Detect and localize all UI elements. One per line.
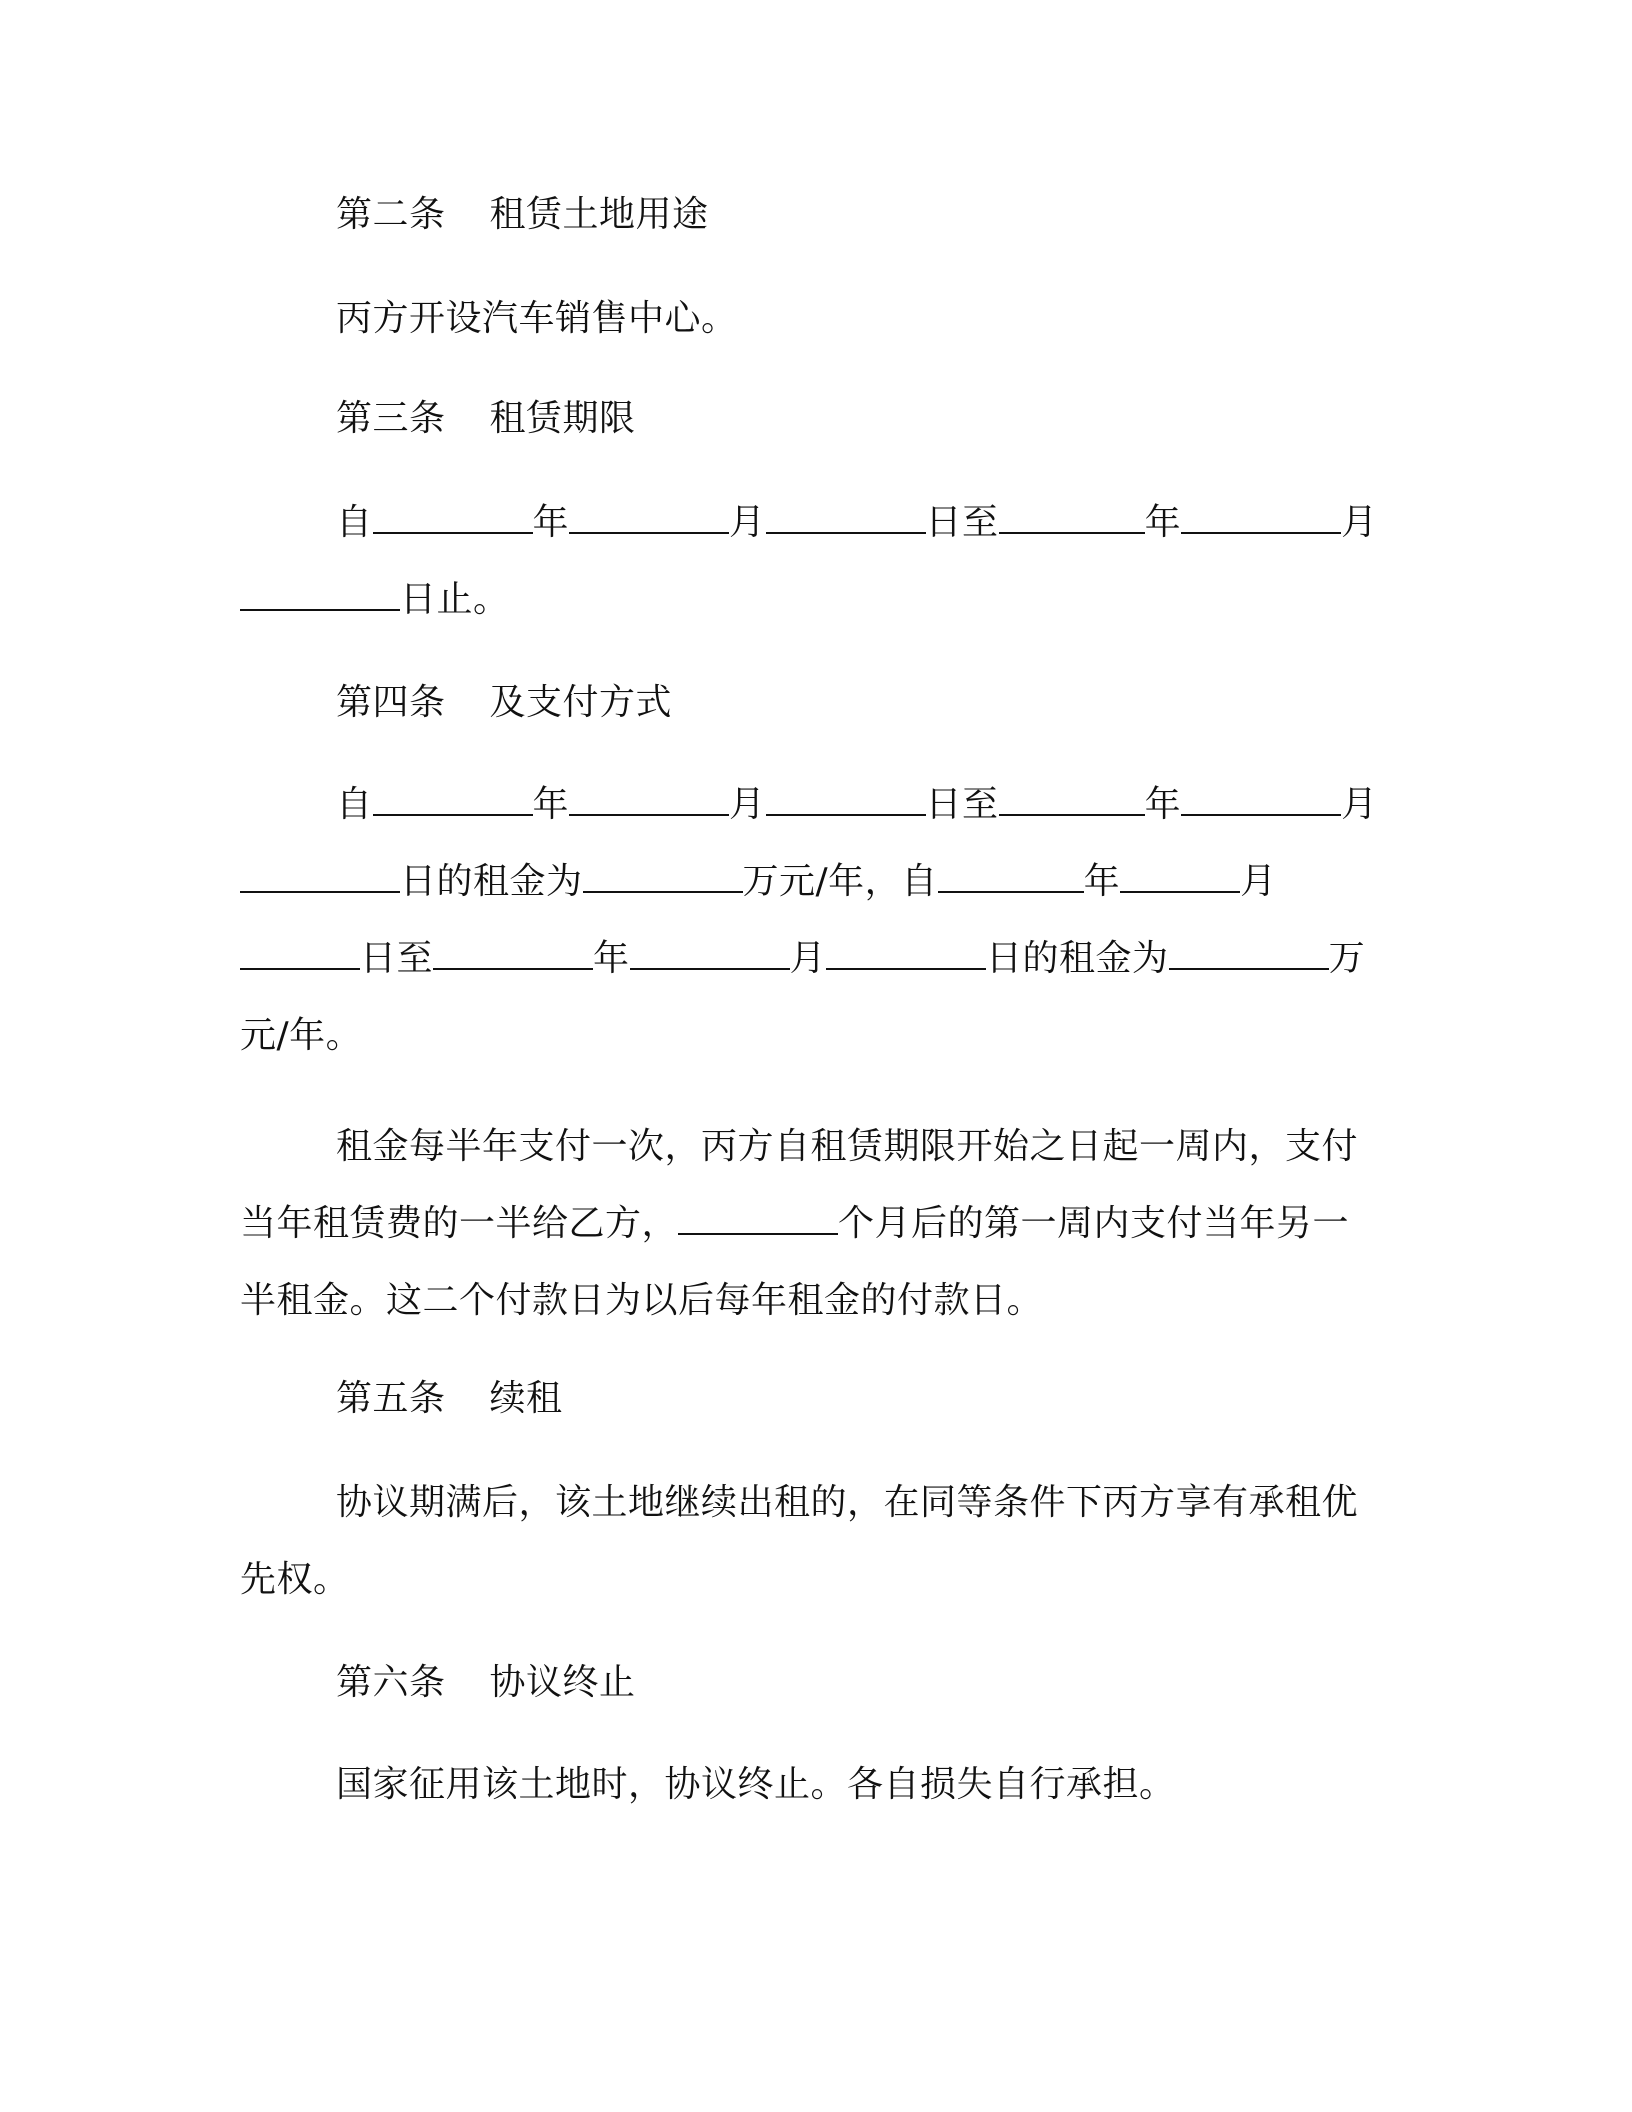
article3-number: 第三条 <box>336 398 446 439</box>
blank-field[interactable] <box>1120 861 1240 893</box>
rent-text: 月 <box>1240 861 1277 902</box>
blank-field[interactable] <box>999 784 1145 816</box>
article5-number: 第五条 <box>336 1378 446 1419</box>
article2-body: 丙方开设汽车销售中心。 <box>336 298 738 339</box>
payment-text: 租金每半年支付一次，丙方自租赁期限开始之日起一周内，支付当年租赁费的一半给乙方， <box>240 1126 1359 1244</box>
blank-field[interactable] <box>1181 502 1341 534</box>
article3-heading <box>240 380 1380 457</box>
blank-field[interactable] <box>630 938 790 970</box>
article4-heading <box>240 664 1380 741</box>
rent-text: 日的租金为 <box>986 938 1169 979</box>
article4-rent-clause <box>240 766 1380 1074</box>
rent-text: 自 <box>336 784 373 825</box>
blank-field[interactable] <box>1181 784 1341 816</box>
blank-field[interactable] <box>583 861 743 893</box>
article2-heading <box>240 176 1380 253</box>
blank-field[interactable] <box>433 938 593 970</box>
rent-text: 年 <box>593 938 630 979</box>
rent-text: 年 <box>532 784 570 825</box>
blank-field[interactable] <box>569 784 729 816</box>
article6-title: 协议终止 <box>489 1662 636 1703</box>
rent-text: 年 <box>1144 784 1182 825</box>
blank-field[interactable] <box>569 502 729 534</box>
blank-field[interactable] <box>938 861 1084 893</box>
term-text: 年 <box>532 502 570 543</box>
rent-text: 日至 <box>925 784 999 825</box>
article6-number: 第六条 <box>336 1662 446 1703</box>
rent-text: 日的租金为 <box>400 861 583 902</box>
blank-field[interactable] <box>373 784 533 816</box>
term-text: 月 <box>729 502 766 543</box>
blank-field[interactable] <box>766 784 926 816</box>
article4-number: 第四条 <box>336 682 446 723</box>
blank-field[interactable] <box>999 502 1145 534</box>
rent-text: 日至 <box>360 938 434 979</box>
article3-title: 租赁期限 <box>489 398 636 439</box>
rent-text: 万元/年。 <box>240 938 1366 1056</box>
term-text: 月 <box>1341 502 1378 543</box>
article6-body: 国家征用该土地时，协议终止。各自损失自行承担。 <box>336 1764 1176 1805</box>
blank-field[interactable] <box>240 938 360 970</box>
blank-field[interactable] <box>826 938 986 970</box>
rent-text: 年 <box>1083 861 1121 902</box>
article2-title: 租赁土地用途 <box>489 194 709 235</box>
blank-field[interactable] <box>678 1203 838 1235</box>
blank-field[interactable] <box>240 861 400 893</box>
article4-payment-clause <box>240 1108 1380 1339</box>
article5-title: 续租 <box>489 1378 563 1419</box>
term-text: 自 <box>336 502 373 543</box>
rent-text: 万元/年，自 <box>742 861 938 902</box>
article6-heading <box>240 1644 1380 1721</box>
term-text: 日止。 <box>400 579 510 620</box>
article5-body: 协议期满后，该土地继续出租的，在同等条件下丙方享有承租优先权。 <box>240 1482 1359 1600</box>
blank-field[interactable] <box>240 579 400 611</box>
term-text: 日至 <box>925 502 999 543</box>
payment-text: 个月后的第一周内支付当年另一半租金。这二个付款日为以后每年租金的付款日。 <box>240 1203 1350 1321</box>
blank-field[interactable] <box>766 502 926 534</box>
article3-term-clause <box>240 484 1380 638</box>
blank-field[interactable] <box>373 502 533 534</box>
rent-text: 月 <box>789 938 827 979</box>
term-text: 年 <box>1144 502 1182 543</box>
article2-number: 第二条 <box>336 194 446 235</box>
article5-heading <box>240 1360 1380 1437</box>
blank-field[interactable] <box>1169 938 1329 970</box>
article4-title: 及支付方式 <box>489 682 673 723</box>
rent-text: 月 <box>1341 784 1378 825</box>
rent-text: 月 <box>729 784 766 825</box>
